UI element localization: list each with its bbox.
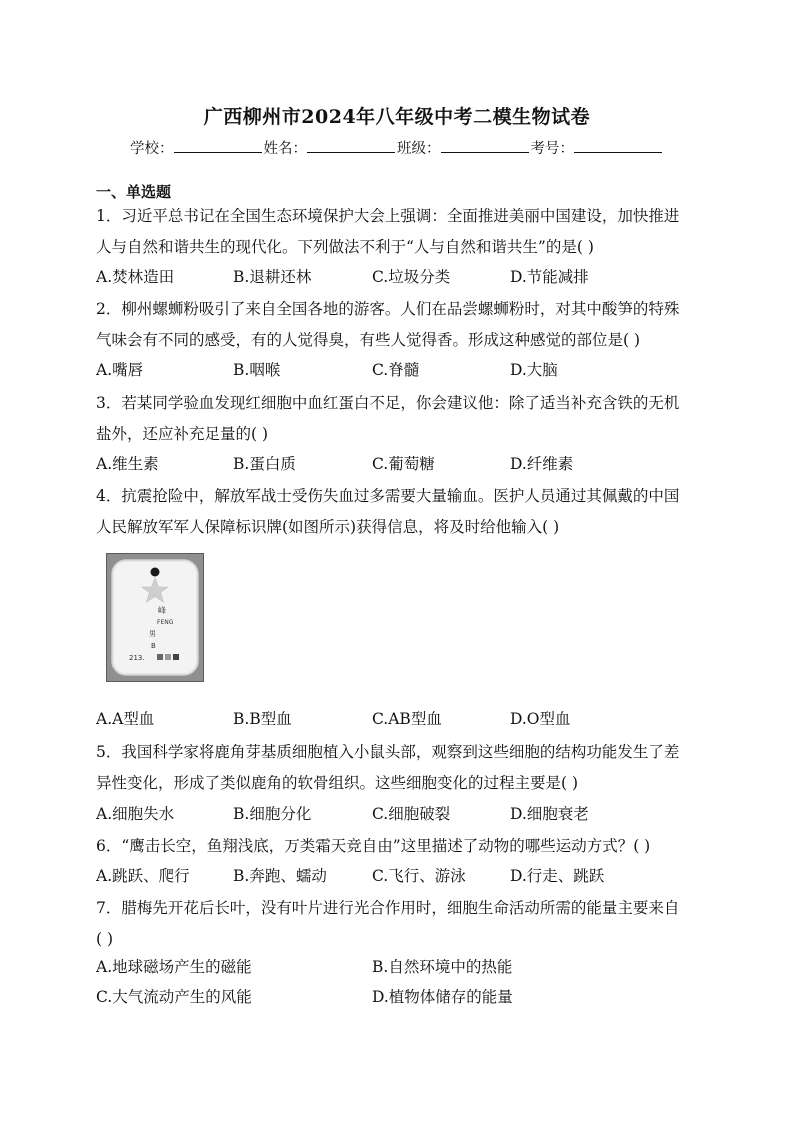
name-field <box>264 137 398 158</box>
option-a[interactable]: A.嘴唇 <box>96 361 144 379</box>
name-label: 姓名： <box>263 141 307 157</box>
question-line: 3．若某同学验血发现红细胞中血红蛋白不足，你会建议他：除了适当补充含铁的无机 <box>96 394 680 412</box>
tag-blood-type: B <box>151 642 156 650</box>
option-c[interactable]: C.垃圾分类 <box>372 268 451 286</box>
question-1-options <box>96 265 716 289</box>
question-line: 7．腊梅先开花后长叶，没有叶片进行光合作用时，细胞生命活动所需的能量主要来自 <box>96 899 680 917</box>
option-a[interactable]: A.维生素 <box>96 455 159 473</box>
question-2-options <box>96 358 716 382</box>
option-b[interactable]: B.自然环境中的热能 <box>372 958 513 976</box>
question-line: 气味会有不同的感受，有的人觉得臭，有些人觉得香。形成这种感觉的部位是( ) <box>96 331 641 349</box>
tag-name-char: 峰 <box>158 606 166 615</box>
question-line: 人与自然和谐共生的现代化。下列做法不利于“人与自然和谐共生”的是( ) <box>96 238 594 256</box>
question-line: 6．“鹰击长空，鱼翔浅底，万类霜天竞自由”这里描述了动物的哪些运动方式？( ) <box>96 837 651 855</box>
option-a[interactable]: A.地球磁场产生的磁能 <box>96 958 252 976</box>
question-line: 人民解放军军人保障标识牌(如图所示)获得信息，将及时给他输入( ) <box>96 518 560 536</box>
option-d[interactable]: D.植物体储存的能量 <box>372 988 513 1006</box>
option-c[interactable]: C.AB型血 <box>372 710 442 728</box>
option-a[interactable]: A.A型血 <box>96 710 155 728</box>
class-blank[interactable] <box>441 138 529 153</box>
question-6-options <box>96 864 716 888</box>
tag-marking <box>173 654 179 660</box>
option-d[interactable]: D.行走、跳跃 <box>510 867 605 885</box>
class-field <box>397 137 531 158</box>
option-d[interactable]: D.节能减排 <box>510 268 589 286</box>
question-line: 1．习近平总书记在全国生态环境保护大会上强调：全面推进美丽中国建设，加快推进 <box>96 207 680 225</box>
exam-number-field <box>531 137 665 158</box>
exam-number-label: 考号： <box>530 141 574 157</box>
name-blank[interactable] <box>307 138 395 153</box>
option-b[interactable]: B.蛋白质 <box>233 455 296 473</box>
question-1-stem <box>96 201 701 263</box>
option-c[interactable]: C.葡萄糖 <box>372 455 435 473</box>
exam-title: 广西柳州市2024年八年级中考二模生物试卷 <box>203 106 591 128</box>
option-a[interactable]: A.跳跃、爬行 <box>96 867 190 885</box>
section-title: 一、单选题 <box>96 183 172 201</box>
option-b[interactable]: B.退耕还林 <box>233 268 312 286</box>
question-7-options-row-1 <box>96 955 716 979</box>
school-field <box>130 137 264 158</box>
question-3-options <box>96 452 716 476</box>
class-label: 班级： <box>397 141 441 157</box>
option-d[interactable]: D.纤维素 <box>510 455 574 473</box>
option-a[interactable]: A.焚林造田 <box>96 268 175 286</box>
tag-gender: 男 <box>149 630 156 638</box>
question-5-options <box>96 802 716 826</box>
question-line: 4．抗震抢险中，解放军战士受伤失血过多需要大量输血。医护人员通过其佩戴的中国 <box>96 487 680 505</box>
question-7-options-row-2 <box>96 985 716 1009</box>
question-3-stem <box>96 388 701 450</box>
option-c[interactable]: C.大气流动产生的风能 <box>96 988 252 1006</box>
question-line: 2．柳州螺蛳粉吸引了来自全国各地的游客。人们在品尝螺蛳粉时，对其中酸笋的特殊 <box>96 300 680 318</box>
tag-hole-icon <box>151 568 160 577</box>
question-5-stem <box>96 737 701 799</box>
option-d[interactable]: D.细胞衰老 <box>510 805 589 823</box>
option-a[interactable]: A.细胞失水 <box>96 805 175 823</box>
option-b[interactable]: B.B型血 <box>233 710 292 728</box>
option-b[interactable]: B.细胞分化 <box>233 805 312 823</box>
school-label: 学校： <box>130 141 174 157</box>
option-c[interactable]: C.脊髓 <box>372 361 420 379</box>
option-b[interactable]: B.奔跑、蠕动 <box>233 867 327 885</box>
option-d[interactable]: D.大脑 <box>510 361 558 379</box>
option-c[interactable]: C.飞行、游泳 <box>372 867 466 885</box>
option-c[interactable]: C.细胞破裂 <box>372 805 451 823</box>
military-id-tag-figure <box>106 553 204 682</box>
question-7-stem <box>96 893 701 955</box>
student-info-line <box>0 137 794 158</box>
question-2-stem <box>96 294 701 356</box>
tag-marking <box>157 654 163 660</box>
school-blank[interactable] <box>174 138 262 153</box>
question-4-stem <box>96 481 701 543</box>
option-d[interactable]: D.O型血 <box>510 710 571 728</box>
tag-number: 213. <box>129 654 145 662</box>
question-line: ( ) <box>96 930 114 948</box>
question-line: 5．我国科学家将鹿角芽基质细胞植入小鼠头部，观察到这些细胞的结构功能发生了差 <box>96 743 680 761</box>
question-line: 异性变化，形成了类似鹿角的软骨组织。这些细胞变化的过程主要是( ) <box>96 774 579 792</box>
tag-name-pinyin: FENG <box>157 619 174 626</box>
option-b[interactable]: B.咽喉 <box>233 361 281 379</box>
question-6-stem <box>96 831 701 862</box>
question-4-options <box>96 707 716 731</box>
question-line: 盐外，还应补充足量的( ) <box>96 425 269 443</box>
tag-marking <box>165 654 171 660</box>
exam-number-blank[interactable] <box>574 138 662 153</box>
